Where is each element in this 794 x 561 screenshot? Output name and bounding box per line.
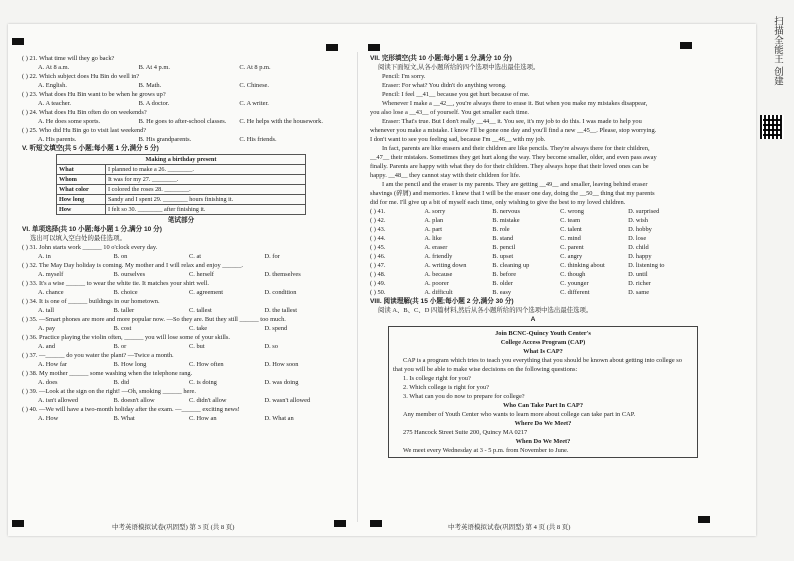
cloze-43: ( ) 43. A. part B. role C. talent D. hobby (370, 226, 652, 233)
passage-line: shavings (碎屑) and memories. I knew that I will be the eraser one day, doing the __50__ thing that my parents (370, 190, 655, 197)
cloze-42: ( ) 42. A. plan B. mistake C. team D. wish (370, 217, 648, 224)
passage-a-text: 275 Hancock Street Suite 200, Quincy MA 0217 (403, 429, 528, 436)
passage-line: you also lose a __43__ of yourself. You get smaller each time. (370, 109, 530, 116)
cloze-45: ( ) 45. A. eraser B. pencil C. parent D. child (370, 244, 649, 251)
registration-mark (12, 38, 24, 45)
page-footer-right: 中考英语模拟试卷(巩固型) 第 4 页 (共 8 页) (448, 524, 571, 531)
section-8-instructions: 阅读 A、B、C、D 四篇材料,然后从各小题所给的四个选项中选出最佳选项。 (378, 307, 593, 314)
question-33-options: A. chance B. choice C. agreement D. condition (38, 289, 297, 296)
passage-line: finally. Parents are happy with what they do for their children. They always hope that their loved ones can be (370, 163, 649, 170)
passage-line: Pencil: I feel __41__ because you get hurt because of me. (382, 91, 530, 98)
passage-line: I am the pencil and the eraser is my parents. They are getting __49__ and smaller, leaving behind eraser (382, 181, 648, 188)
question-38: ( ) 38. My mother ______ some washing when the telephone rang. (22, 370, 193, 377)
passage-a-list-item: 3. What can you do now to prepare for college? (403, 393, 525, 400)
birthday-table (56, 154, 306, 215)
passage-line: whenever you make a mistake. I know I'll be gone one day and you'll find a new __45__. Please, stop worrying. (370, 127, 657, 134)
registration-mark (370, 520, 382, 527)
passage-a-heading: When Do We Meet? (515, 438, 571, 445)
question-25: ( ) 25. Who did Hu Bin go to visit last weekend? (22, 127, 147, 134)
question-24-options: A. He does some sports. B. He goes to after-school classes. C. He helps with the housework. (38, 118, 323, 125)
question-37-options: A. How far B. How long C. How often D. How soon (38, 361, 299, 368)
registration-mark (680, 42, 692, 49)
question-22: ( ) 22. Which subject does Hu Bin do well in? (22, 73, 140, 80)
question-40-options: A. How B. What C. How an D. What an (38, 415, 294, 422)
passage-a-list-item: 1. Is college right for you? (403, 375, 471, 382)
section-8-heading: VIII. 阅读理解(共 15 小题;每小题 2 分,满分 30 分) (370, 298, 514, 305)
cloze-50: ( ) 50. A. difficult B. easy C. different D. same (370, 289, 650, 296)
cloze-47: ( ) 47. A. writing down B. cleaning up C. thinking about D. listening to (370, 262, 665, 269)
passage-a-heading: Who Can Take Part In CAP? (502, 402, 584, 409)
passage-a-text: CAP is a program which tries to teach you everything that you should be known about getting into college so that you will be able to make wise decisions on the following questions: (393, 357, 682, 373)
question-31-options: A. in B. on C. at D. for (38, 253, 280, 260)
passage-a-list-item: 2. Which college is right for you? (403, 384, 489, 391)
table-row: What color I colored the roses 28. ________. (57, 185, 306, 195)
exam-sheet (8, 24, 756, 536)
question-37: ( ) 37. —______ do you water the plant? —Twice a month. (22, 352, 174, 359)
question-34: ( ) 34. It is one of ______ buildings in our hometown. (22, 298, 160, 305)
left-page (22, 54, 340, 423)
written-part-heading: 笔试部分 (167, 217, 195, 224)
question-34-options: A. tall B. taller C. tallest D. the tallest (38, 307, 297, 314)
cloze-41: ( ) 41. A. sorry B. nervous C. wrong D. surprised (370, 208, 660, 215)
question-40: ( ) 40. —We will have a two-month holiday after the exam. —______ exciting news! (22, 406, 240, 413)
cloze-49: ( ) 49. A. poorer B. older C. younger D. richer (370, 280, 651, 287)
question-23: ( ) 23. What does Hu Bin want to be when he grows up? (22, 91, 166, 98)
passage-a-text: We meet every Wednesday at 3 - 5 p.m. from November to June. (403, 447, 569, 454)
registration-mark (368, 44, 380, 51)
registration-mark (12, 520, 24, 527)
section-5-heading: V. 听短文填空(共 5 小题;每小题 1 分,满分 5 分) (22, 145, 159, 152)
passage-line: I don't want to see you feeling sad, because I'm __46__ with my job. (370, 136, 546, 143)
cloze-46: ( ) 46. A. friendly B. upset C. angry D. happy (370, 253, 652, 260)
question-25-options: A. His parents. B. His grandparents. C. His friends. (38, 136, 277, 143)
passage-line: Pencil: I'm sorry. (382, 73, 426, 80)
passage-line: __47__ their mistakes. Sometimes they get hurt along the way. They become smaller, older, and even pass away (370, 154, 657, 161)
question-24: ( ) 24. What does Hu Bin often do on weekends? (22, 109, 147, 116)
question-36-options: A. and B. or C. but D. so (38, 343, 278, 350)
question-39-options: A. isn't allowed B. doesn't allow C. didn't allow D. wasn't allowed (38, 397, 311, 404)
table-row: Whom It was for my 27. ________. (57, 175, 306, 185)
registration-mark (326, 44, 338, 51)
passage-line: did for me. I'll give up a bit of myself each time, only wishing to give the best to my loved children. (370, 199, 626, 206)
question-35-options: A. pay B. cost C. take D. spend (38, 325, 288, 332)
passage-a-text: Any member of Youth Center who wants to learn more about college can take part in CAP. (403, 411, 636, 418)
section-6-heading: VI. 单项选择(共 10 小题;每小题 1 分,满分 10 分) (22, 226, 162, 233)
passage-a-subtitle: College Access Program (CAP) (500, 339, 586, 346)
table-row: How long Sandy and I spent 29. ________ hours finishing it. (57, 195, 306, 205)
passage-a-box (388, 326, 698, 458)
question-22-options: A. English. B. Math. C. Chinese. (38, 82, 269, 89)
qr-code-icon (760, 115, 784, 139)
page-footer-left: 中考英语模拟试卷(巩固型) 第 3 页 (共 8 页) (112, 524, 235, 531)
passage-a-heading: Where Do We Meet? (514, 420, 572, 427)
cloze-44: ( ) 44. A. like B. stand C. mind D. lose (370, 235, 647, 242)
passage-line: Eraser: For what? You didn't do anything wrong. (382, 82, 507, 89)
question-23-options: A. A teacher. B. A doctor. C. A writer. (38, 100, 269, 107)
question-36: ( ) 36. Practice playing the violin often, ______ you will lose some of your skills. (22, 334, 231, 341)
question-35: ( ) 35. —Smart phones are more and more popular now. —So they are. But they still ______ too much. (22, 316, 286, 323)
page-divider (357, 52, 358, 522)
cloze-48: ( ) 48. A. because B. before C. though D. until (370, 271, 648, 278)
registration-mark (334, 520, 346, 527)
right-page (370, 54, 696, 458)
passage-line: happy. __48__ they cannot stay with their children for life. (370, 172, 521, 179)
scanner-watermark: 扫描全能王 创建 (772, 16, 783, 86)
section-6-instructions: 选出可以填入空白处的最佳选项。 (30, 235, 126, 242)
passage-a-label: A (530, 316, 536, 323)
passage-line: Whenever I make a __42__, you're always there to erase it. But when you make my mistakes disappear, (382, 100, 648, 107)
table-row: How I felt so 30. ________ after finishing it. (57, 205, 306, 215)
question-33: ( ) 33. It's a wise ______ to wear the white tie. It matches your shirt well. (22, 280, 209, 287)
question-38-options: A. does B. did C. is doing D. was doing (38, 379, 299, 386)
table-row: What I planned to make a 26. ________. (57, 165, 306, 175)
question-32: ( ) 32. The May Day holiday is coming. My mother and I will relax and enjoy ______. (22, 262, 244, 269)
table-title: Making a birthday present (56, 154, 306, 164)
question-39: ( ) 39. —Look at the sign on the right! —Oh, smoking ______ here. (22, 388, 196, 395)
question-21: ( ) 21. What time will they go back? (22, 55, 115, 62)
passage-a-title: Join BCNC-Quincy Youth Center's (495, 330, 591, 337)
passage-a-heading: What Is CAP? (523, 348, 563, 355)
passage-line: In fact, parents are like erasers and their children are like pencils. They're always there for their children, (382, 145, 650, 152)
passage-line: Eraser: That's true. But I don't really __44__ it. You see, it's my job to do this. I was made to help you (382, 118, 642, 125)
question-31: ( ) 31. John starts work ______ 10 o'clock every day. (22, 244, 158, 251)
section-7-heading: VII. 完形填空(共 10 小题;每小题 1 分,满分 10 分) (370, 55, 512, 62)
section-7-instructions: 阅读下面短文,从各小题所给的四个选项中选出最佳选项。 (378, 64, 540, 71)
question-32-options: A. myself B. ourselves C. herself D. themselves (38, 271, 301, 278)
question-21-options: A. At 8 a.m. B. At 4 p.m. C. At 8 p.m. (38, 64, 271, 71)
registration-mark (698, 516, 710, 523)
